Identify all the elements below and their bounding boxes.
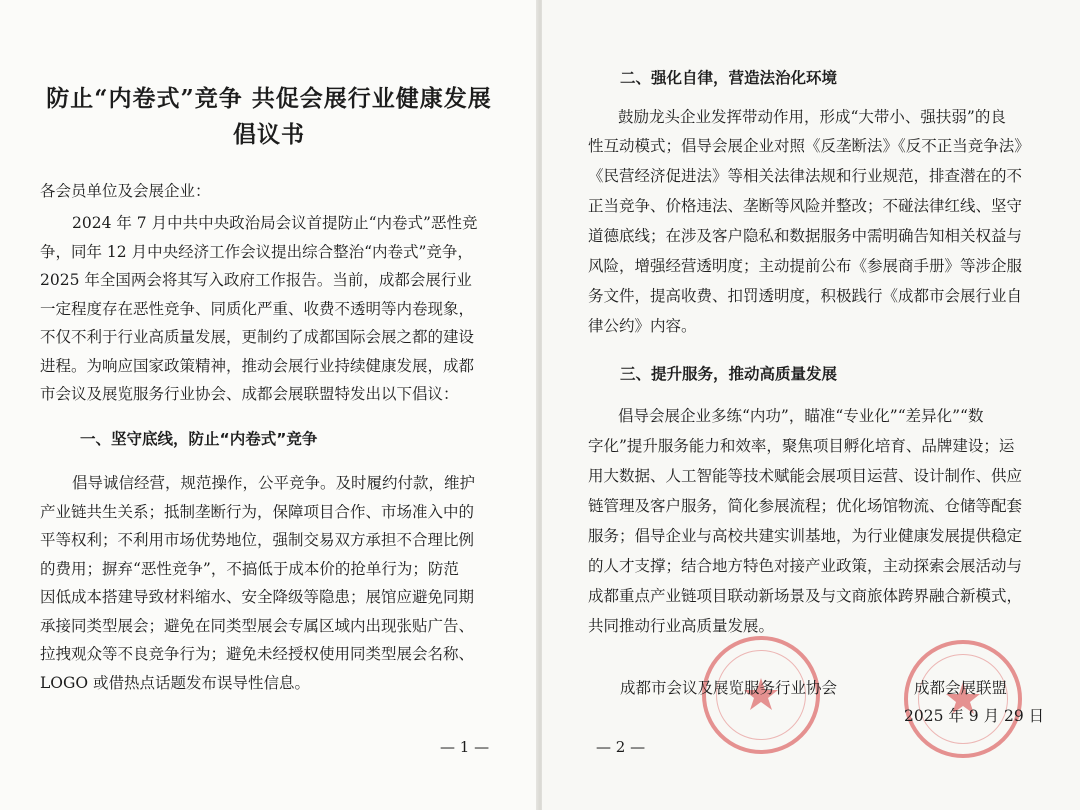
section-three-line: 字化”提升服务能力和效率，聚焦项目孵化培育、品牌建设；运 [588,437,1015,455]
signature-alliance: 成都会展联盟 [914,679,1008,697]
section-heading-three: 三、提升服务，推动高质量发展 [620,365,838,383]
page-number-one: — 1 — [440,738,490,756]
section-one-line: LOGO 或借热点话题发布误导性信息。 [40,674,311,692]
section-two-line: 务文件，提高收费、扣罚透明度，积极践行《成都市会展行业自 [588,287,1023,305]
section-one-line: 承接同类型展会；避免在同类型展会专属区域内出现张贴广告、 [40,617,475,635]
alliance-seal-icon [904,640,1022,758]
intro-line: 2024 年 7 月中共中央政治局会议首提防止“内卷式”恶性竞 [72,214,478,232]
section-one-line: 倡导诚信经营，规范操作，公平竞争。及时履约付款，维护 [72,474,476,492]
section-three-line: 倡导会展企业多练“内功”，瞄准“专业化”“差异化”“数 [618,407,984,425]
section-one-line: 拉拽观众等不良竞争行为；避免未经授权使用同类型展会名称、 [40,645,475,663]
section-two-line: 律公约》内容。 [588,317,697,335]
section-heading-one: 一、坚守底线，防止“内卷式”竞争 [80,430,318,448]
section-two-line: 正当竞争、价格违法、垄断等风险并整改；不碰法律红线、坚守 [588,197,1023,215]
section-two-line: 鼓励龙头企业发挥带动作用，形成“大带小、强扶弱”的良 [618,108,1006,126]
signature-date: 2025 年 9 月 29 日 [904,707,1045,725]
section-three-line: 成都重点产业链项目联动新场景及与文商旅体跨界融合新模式， [588,587,1023,605]
section-one-line: 因低成本搭建导致材料缩水、安全降级等隐患；展馆应避免同期 [40,588,475,606]
section-heading-two: 二、强化自律，营造法治化环境 [620,69,838,87]
salutation: 各会员单位及会展企业： [40,182,211,200]
section-two-line: 道德底线；在涉及客户隐私和数据服务中需明确告知相关权益与 [588,227,1023,245]
section-one-line: 平等权利；不利用市场优势地位，强制交易双方承担不合理比例 [40,531,475,549]
section-two-line: 风险，增强经营透明度；主动提前公布《参展商手册》等涉企服 [588,257,1023,275]
intro-line: 一定程度存在恶性竞争、同质化严重、收费不透明等内卷现象， [40,300,475,318]
section-three-line: 用大数据、人工智能等技术赋能会展项目运营、设计制作、供应 [588,467,1023,485]
section-two-line: 性互动模式；倡导会展企业对照《反垄断法》《反不正当竞争法》 [588,137,1030,155]
page-one [0,0,538,810]
section-three-line: 链管理及客户服务，简化参展流程；优化场馆物流、仓储等配套 [588,497,1023,515]
intro-line: 不仅不利于行业高质量发展，更制约了成都国际会展之都的建设 [40,328,475,346]
section-three-line: 服务；倡导企业与高校共建实训基地，为行业健康发展提供稳定 [588,527,1023,545]
section-one-line: 产业链共生关系；抵制垄断行为，保障项目合作、市场准入中的 [40,503,475,521]
page-number-two: — 2 — [596,738,646,756]
intro-line: 市会议及展览服务行业协会、成都会展联盟特发出以下倡议： [40,385,459,403]
document-title: 防止“内卷式”竞争 共促会展行业健康发展 [46,85,492,112]
section-three-line: 共同推动行业高质量发展。 [588,617,775,635]
section-two-line: 《民营经济促进法》等相关法律法规和行业规范，排查潜在的不 [588,167,1023,185]
page-two [542,0,1080,810]
signature-association: 成都市会议及展览服务行业协会 [620,679,838,697]
section-three-line: 的人才支撑；结合地方特色对接产业政策，主动探索会展活动与 [588,557,1023,575]
intro-line: 2025 年全国两会将其写入政府工作报告。当前，成都会展行业 [40,271,472,289]
section-one-line: 的费用；摒弃“恶性竞争”，不搞低于成本价的抢单行为；防范 [40,560,459,578]
document-subtitle: 倡议书 [233,121,305,148]
intro-line: 争，同年 12 月中央经济工作会议提出综合整治“内卷式”竞争， [40,243,473,261]
intro-line: 进程。为响应国家政策精神，推动会展行业持续健康发展，成都 [40,357,475,375]
